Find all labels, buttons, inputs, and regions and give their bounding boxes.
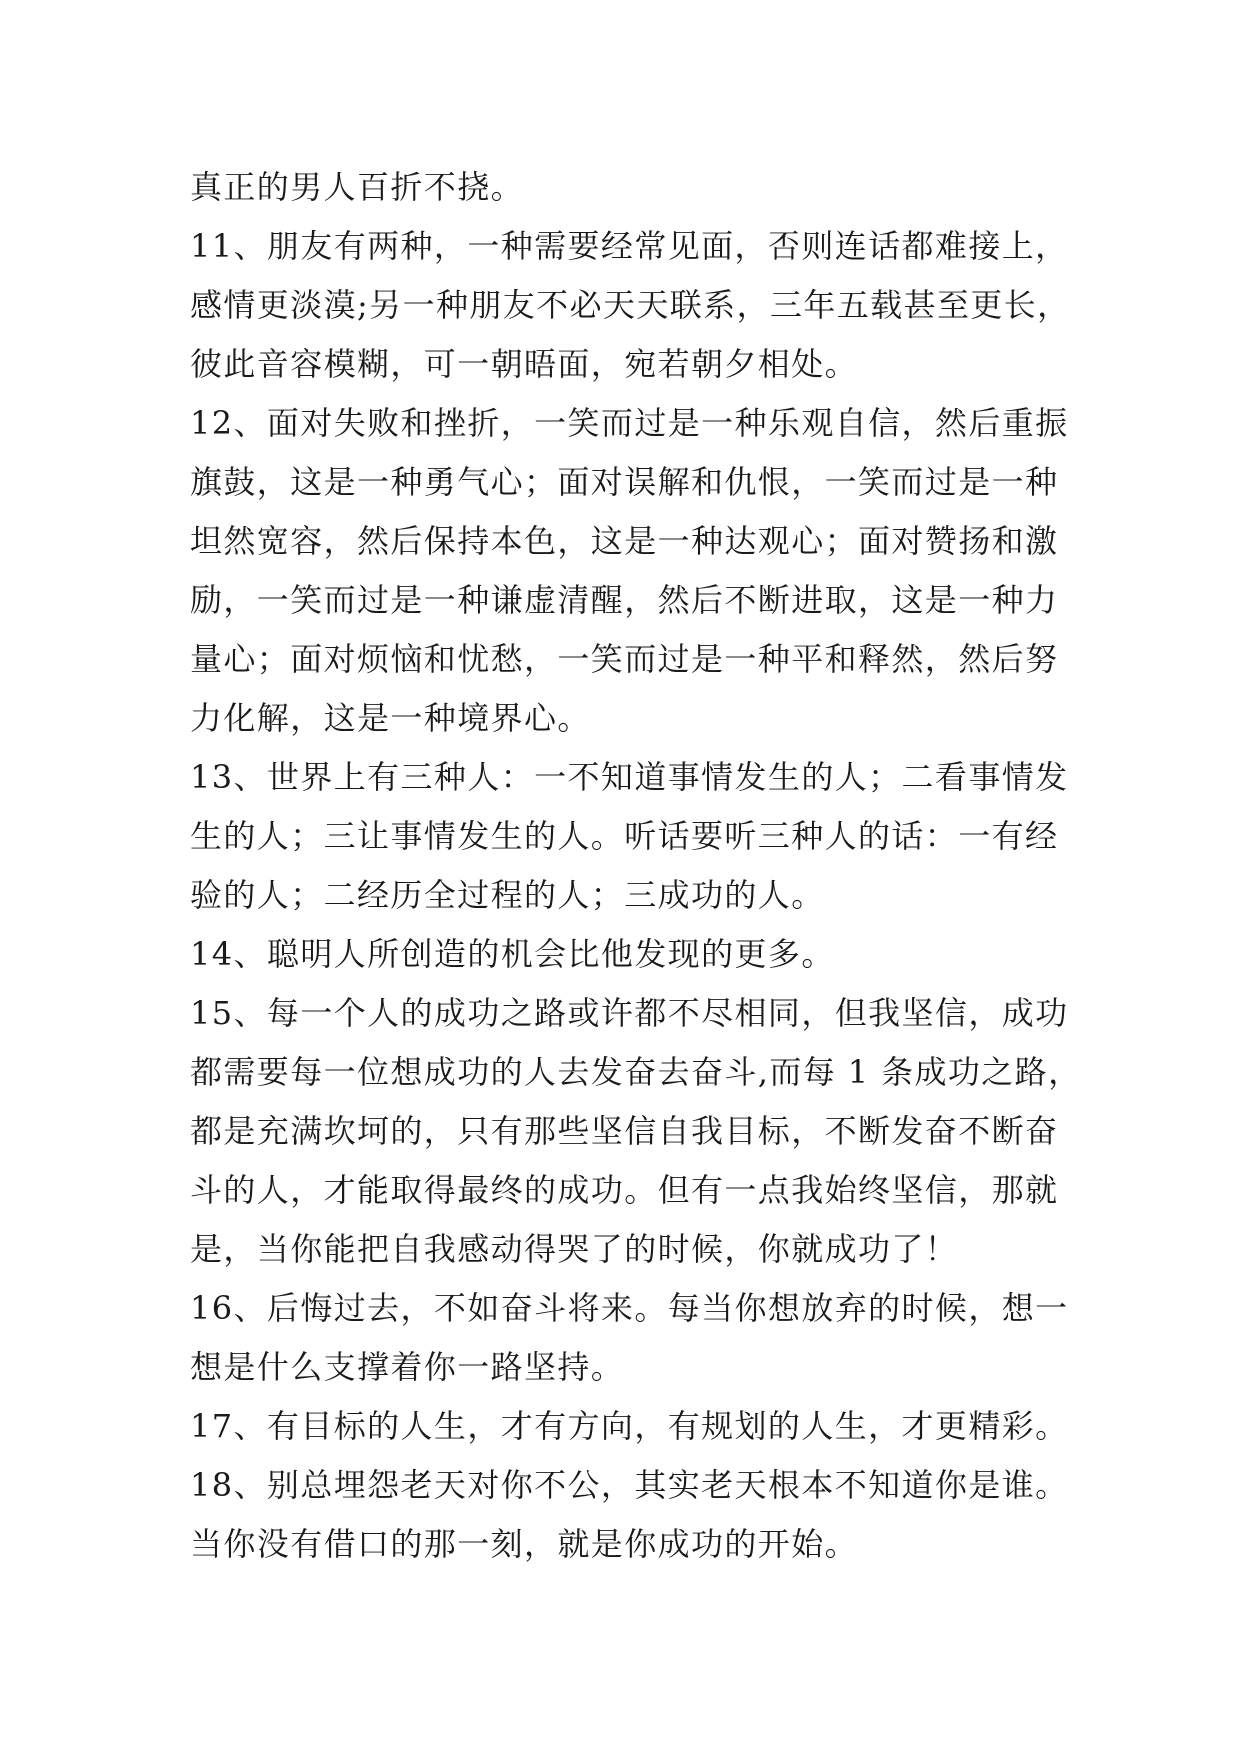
text-line: 量心；面对烦恼和忧愁，一笑而过是一种平和释然，然后努 <box>190 640 1059 678</box>
text-line: 16、后悔过去，不如奋斗将来。每当你想放弃的时候，想一 <box>190 1289 1069 1327</box>
text-line: 旗鼓，这是一种勇气心；面对误解和仇恨，一笑而过是一种 <box>190 463 1059 501</box>
text-line: 真正的男人百折不挠。 <box>190 168 525 206</box>
text-line: 是，当你能把自我感动得哭了的时候，你就成功了！ <box>190 1230 959 1268</box>
text-line: 验的人；二经历全过程的人；三成功的人。 <box>190 876 825 914</box>
text-line: 11、朋友有两种，一种需要经常见面，否则连话都难接上， <box>190 227 1069 265</box>
text-line: 生的人；三让事情发生的人。听话要听三种人的话：一有经 <box>190 817 1059 855</box>
text-line: 12、面对失败和挫折，一笑而过是一种乐观自信，然后重振 <box>190 404 1069 442</box>
text-line: 15、每一个人的成功之路或许都不尽相同，但我坚信，成功 <box>190 994 1069 1032</box>
text-line: 励，一笑而过是一种谦虚清醒，然后不断进取，这是一种力 <box>190 581 1059 619</box>
text-line: 13、世界上有三种人：一不知道事情发生的人；二看事情发 <box>190 758 1069 796</box>
text-line: 17、有目标的人生，才有方向，有规划的人生，才更精彩。 <box>190 1407 1069 1445</box>
text-line: 14、聪明人所创造的机会比他发现的更多。 <box>190 935 835 973</box>
text-line: 18、别总埋怨老天对你不公，其实老天根本不知道你是谁。 <box>190 1466 1069 1504</box>
text-line: 感情更淡漠;另一种朋友不必天天联系，三年五载甚至更长， <box>190 286 1071 324</box>
text-line: 斗的人，才能取得最终的成功。但有一点我始终坚信，那就 <box>190 1171 1059 1209</box>
text-line: 想是什么支撑着你一路坚持。 <box>190 1348 625 1386</box>
text-line: 都需要每一位想成功的人去发奋去奋斗,而每 1 条成功之路， <box>190 1053 1082 1091</box>
text-line: 坦然宽容，然后保持本色，这是一种达观心；面对赞扬和激 <box>190 522 1059 560</box>
body-text <box>190 158 1090 1574</box>
text-line: 当你没有借口的那一刻，就是你成功的开始。 <box>190 1525 859 1563</box>
text-line: 都是充满坎坷的，只有那些坚信自我目标，不断发奋不断奋 <box>190 1112 1059 1150</box>
text-line: 力化解，这是一种境界心。 <box>190 699 591 737</box>
text-line: 彼此音容模糊，可一朝晤面，宛若朝夕相处。 <box>190 345 859 383</box>
